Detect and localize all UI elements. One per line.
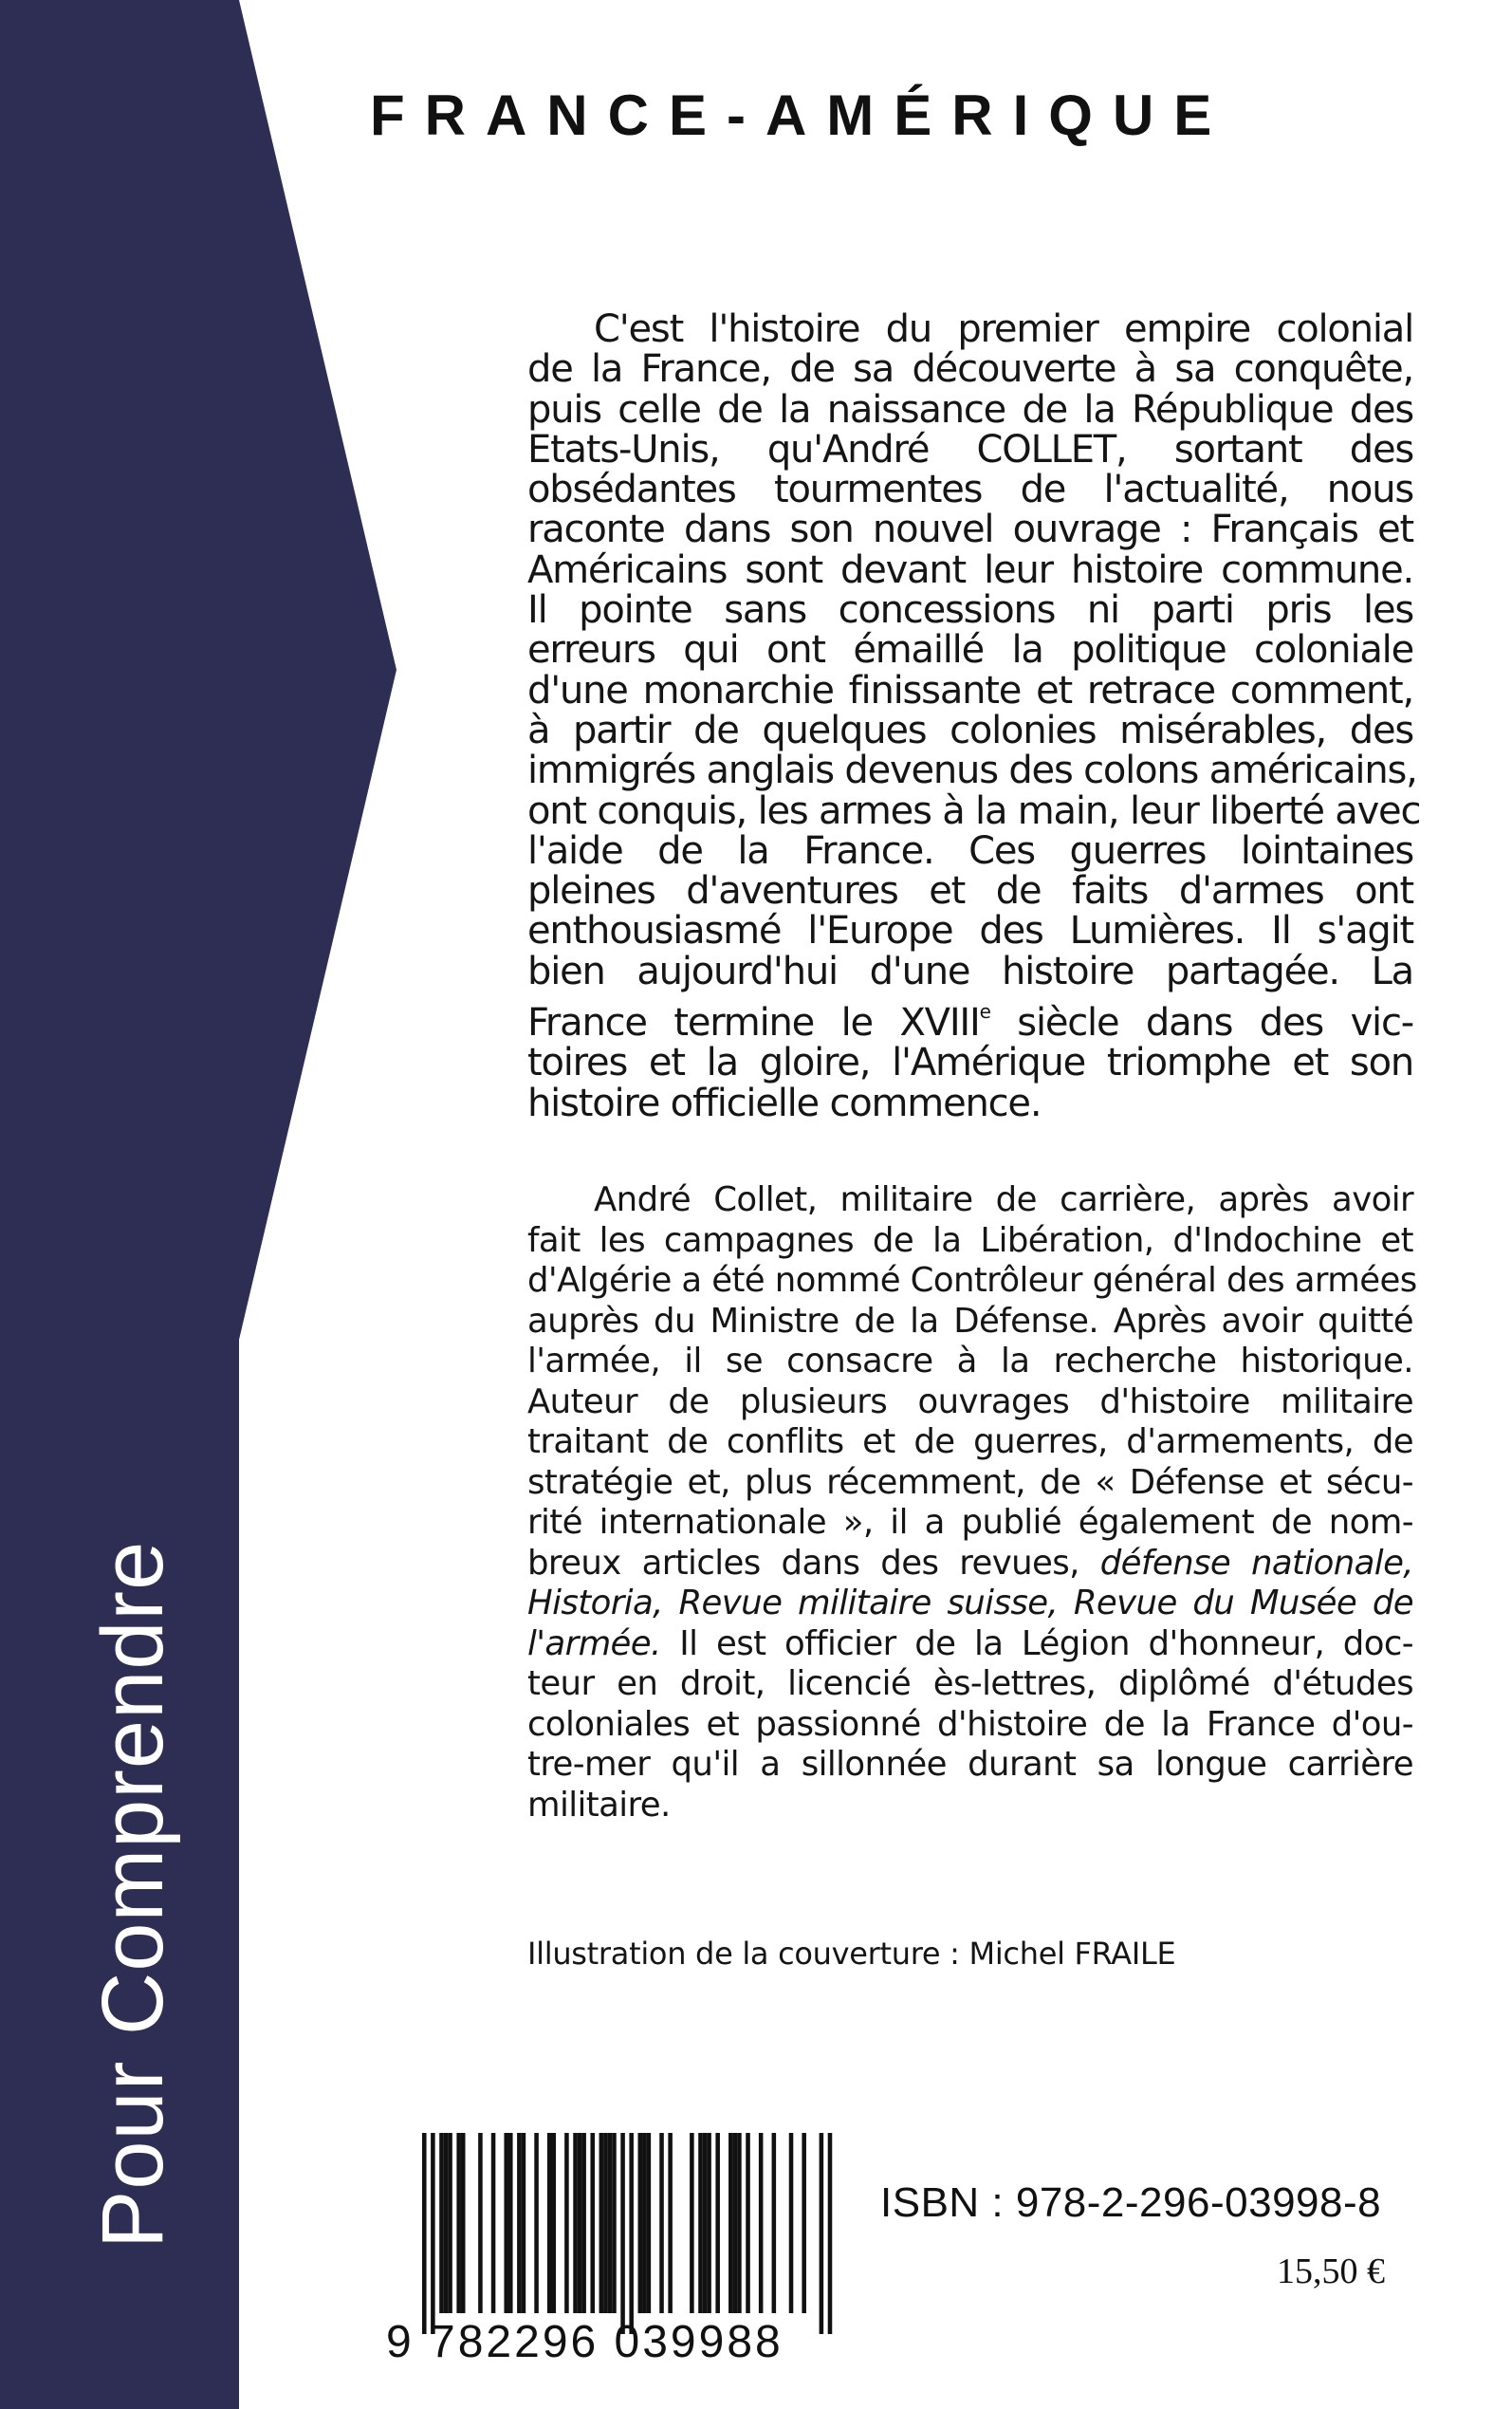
bio-line: auprès du Ministre de la Défense. Après avoir quitté <box>527 1301 1413 1341</box>
bio-line: André Collet, militaire de carrière, après avoir <box>594 1180 1413 1219</box>
barcode-bar <box>491 2133 496 2313</box>
century-text-after: siècle dans des vic- <box>989 1001 1413 1046</box>
barcode-bar <box>728 2133 733 2313</box>
summary-line: à partir de quelques colonies misérables, des <box>527 708 1413 752</box>
bio-line-journals <box>527 1544 1413 1584</box>
barcode-bar <box>733 2133 738 2313</box>
barcode-bar <box>772 2133 777 2313</box>
bio-line: tre-mer qu'il a sillonnée durant sa longue carrière <box>527 1745 1413 1784</box>
summary-line: Etats-Unis, qu'André COLLET, sortant des <box>527 427 1413 472</box>
summary-line: puis celle de la naissance de la République des <box>527 387 1413 432</box>
barcode-bar <box>698 2133 703 2313</box>
barcode-number: 9 782296 039988 <box>386 2317 784 2367</box>
century-superscript: e <box>979 1000 990 1024</box>
summary-line: de la France, de sa découverte à sa conquête, <box>527 347 1413 392</box>
spine-band <box>0 0 398 2409</box>
barcode-bar <box>647 2133 652 2313</box>
book-title: FRANCE-AMÉRIQUE <box>370 83 1232 147</box>
cover-illustration-credit: Illustration de la couverture : Michel FRAILE <box>527 1936 1176 1972</box>
summary-line: Il pointe sans concessions ni parti pris les <box>527 588 1413 633</box>
barcode-bar <box>707 2133 711 2313</box>
summary-line: raconte dans son nouvel ouvrage : Français et <box>527 508 1413 552</box>
bio-line: traitant de conflits et de guerres, d'armements, de <box>527 1422 1413 1461</box>
bio-line-journals-end <box>527 1624 1413 1665</box>
price: 15,50 € <box>1277 2251 1385 2291</box>
barcode-bar <box>759 2133 764 2313</box>
bio-line: Auteur de plusieurs ouvrages d'histoire militaire <box>527 1381 1413 1421</box>
summary-line: toires et la gloire, l'Amérique triomphe et son <box>527 1041 1413 1085</box>
summary-line: C'est l'histoire du premier empire colonial <box>594 307 1413 351</box>
bio-text: Il est officier de la Légion d'honneur, doc- <box>660 1623 1413 1663</box>
barcode-bar <box>690 2133 694 2313</box>
author-bio-paragraph <box>527 1180 1417 1825</box>
barcode-bar <box>828 2133 833 2334</box>
bio-line: d'Algérie a été nommé Contrôleur général des armées <box>527 1261 1417 1300</box>
summary-line: l'aide de la France. Ces guerres lointaines <box>527 828 1413 873</box>
barcode-bar <box>504 2133 508 2313</box>
barcode-bar <box>552 2133 557 2313</box>
bio-line: coloniales et passionné d'histoire de la France d'ou- <box>527 1704 1413 1744</box>
bio-line: militaire. <box>527 1785 671 1825</box>
series-label: Pour Comprendre <box>84 1540 181 2249</box>
summary-line: ont conquis, les armes à la main, leur liberté avec <box>527 788 1421 833</box>
summary-line: d'une monarchie finissante et retrace comment, <box>527 668 1413 713</box>
barcode-bar <box>456 2133 461 2313</box>
barcode-bar <box>703 2133 708 2313</box>
century-text-before: France termine le XVIII <box>527 1001 980 1046</box>
summary-century-line <box>527 991 1413 1046</box>
summary-line: bien aujourd'hui d'une histoire partagée. La <box>527 949 1413 993</box>
summary-line: obsédantes tourmentes de l'actualité, nous <box>527 468 1413 512</box>
bio-line: teur en droit, licencié ès-lettres, diplômé d'études <box>527 1664 1413 1703</box>
journal-titles: Historia, Revue militaire suisse, Revue du Musée de <box>527 1584 1413 1622</box>
barcode-bar <box>629 2133 634 2334</box>
barcode-bar <box>478 2133 483 2313</box>
summary-line: erreurs qui ont émaillé la politique coloniale <box>527 628 1413 673</box>
journal-title: l'armée. <box>527 1623 661 1663</box>
summary-line: pleines d'aventures et de faits d'armes ont <box>527 869 1413 914</box>
barcode-bar <box>746 2133 750 2313</box>
barcode-bar <box>522 2133 526 2313</box>
barcode-bar <box>461 2133 466 2313</box>
barcode-bar <box>642 2133 647 2313</box>
barcode-bar <box>547 2133 552 2313</box>
barcode-bar <box>789 2133 794 2313</box>
barcode-bar <box>564 2133 569 2313</box>
barcode-bar <box>737 2133 742 2313</box>
bio-line: fait les campagnes de la Libération, d'Indochine et <box>527 1220 1413 1260</box>
journal-title: défense nationale, <box>1099 1543 1413 1583</box>
summary-paragraph <box>527 307 1421 1125</box>
barcode-bar <box>444 2133 449 2313</box>
bio-line: l'armée, il se consacre à la recherche historique. <box>527 1342 1413 1381</box>
barcode-bar <box>573 2133 578 2313</box>
barcode-bar <box>581 2133 586 2313</box>
barcode-bar <box>715 2133 720 2313</box>
barcode-bar <box>608 2133 613 2313</box>
barcode-bar <box>508 2133 513 2313</box>
bio-text: breux articles dans des revues, <box>527 1543 1100 1583</box>
barcode-bar <box>802 2133 806 2313</box>
bio-line: rité internationale », il a publié également de nom- <box>527 1503 1413 1542</box>
barcode-bar <box>620 2133 625 2334</box>
barcode-bar <box>431 2133 435 2334</box>
barcode-bar <box>820 2133 824 2334</box>
summary-line: immigrés anglais devenus des colons américains, <box>527 749 1417 793</box>
barcode-bar <box>599 2133 604 2313</box>
barcode-bar <box>603 2133 608 2313</box>
summary-line: Américains sont devant leur histoire commune. <box>527 547 1413 592</box>
barcode-bar <box>590 2133 595 2313</box>
barcode-bar <box>578 2133 582 2313</box>
barcode-bar <box>517 2133 522 2313</box>
barcode-bar <box>638 2133 643 2313</box>
barcode-bar <box>668 2133 673 2313</box>
barcode-bar <box>422 2133 427 2334</box>
summary-line: histoire officielle commence. <box>527 1081 1042 1125</box>
bio-line: stratégie et, plus récemment, de « Défense et sécu- <box>527 1462 1413 1502</box>
barcode-bar <box>534 2133 539 2313</box>
barcode-bar <box>612 2133 617 2313</box>
barcode-bar <box>448 2133 452 2313</box>
barcode-bar <box>439 2133 444 2313</box>
summary-line: enthousiasmé l'Europe des Lumières. Il s'agit <box>527 909 1413 954</box>
barcode-bar <box>659 2133 664 2313</box>
isbn: ISBN : 978-2-296-03998-8 <box>880 2179 1382 2226</box>
